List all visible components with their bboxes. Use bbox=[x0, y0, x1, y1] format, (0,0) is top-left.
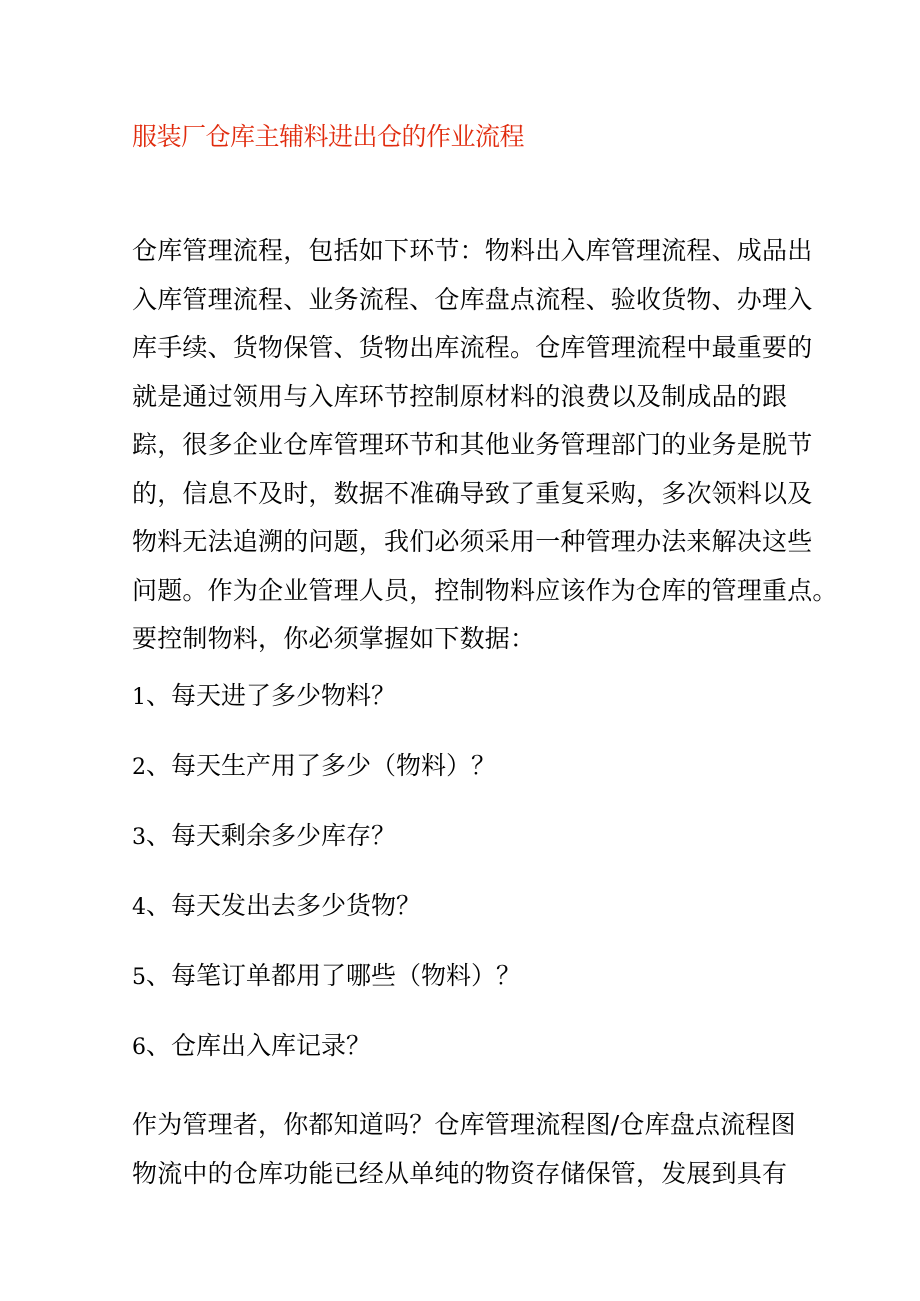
item-number: 2 bbox=[132, 755, 146, 780]
list-item bbox=[132, 1026, 804, 1096]
paragraph-line: 踪，很多企业仓库管理环节和其他业务管理部门的业务是脱节 bbox=[132, 430, 813, 459]
item-number: 6 bbox=[132, 1035, 146, 1060]
paragraph-line: 入库管理流程、业务流程、仓库盘点流程、验收货物、办理入 bbox=[132, 284, 813, 314]
item-text: 仓库出入库记录？ bbox=[171, 1031, 372, 1060]
paragraph-line: 作为管理者，你都知道吗？仓库管理流程图/仓库盘点流程图 bbox=[132, 1110, 796, 1139]
item-separator: 、 bbox=[146, 681, 172, 710]
item-number: 3 bbox=[132, 825, 146, 850]
item-text: 每笔订单都用了哪些（物料）？ bbox=[171, 961, 522, 990]
item-separator: 、 bbox=[146, 821, 172, 850]
item-text: 每天进了多少物料？ bbox=[171, 681, 397, 710]
list-item bbox=[132, 956, 804, 1026]
item-separator: 、 bbox=[146, 1031, 172, 1060]
item-number: 1 bbox=[132, 685, 146, 710]
paragraph-line: 就是通过领用与入库环节控制原材料的浪费以及制成品的跟 bbox=[132, 381, 788, 411]
list-item bbox=[132, 816, 804, 886]
document-title: 服装厂仓库主辅料进出仓的作业流程 bbox=[132, 122, 525, 151]
item-text: 每天发出去多少货物？ bbox=[171, 891, 422, 920]
question-list bbox=[132, 676, 804, 1096]
paragraph-line: 的，信息不及时，数据不准确导致了重复采购，多次领料以及 bbox=[132, 478, 813, 508]
outro-paragraph bbox=[132, 1101, 804, 1198]
item-separator: 、 bbox=[146, 891, 172, 920]
list-item bbox=[132, 886, 804, 956]
list-item bbox=[132, 746, 804, 816]
paragraph-line: 仓库管理流程，包括如下环节：物料出入库管理流程、成品出 bbox=[132, 236, 813, 265]
item-number: 4 bbox=[132, 895, 146, 920]
paragraph-line: 物料无法追溯的问题，我们必须采用一种管理办法来解决这些 bbox=[132, 527, 813, 556]
intro-paragraph bbox=[132, 227, 838, 664]
paragraph-line: 问题。作为企业管理人员，控制物料应该作为仓库的管理重点。 bbox=[132, 575, 838, 605]
item-text: 每天生产用了多少（物料）？ bbox=[171, 751, 497, 780]
paragraph-line: 物流中的仓库功能已经从单纯的物资存储保管，发展到具有 bbox=[132, 1158, 788, 1188]
item-text: 每天剩余多少库存？ bbox=[171, 821, 397, 850]
item-number: 5 bbox=[132, 965, 146, 990]
item-separator: 、 bbox=[146, 751, 172, 780]
paragraph-line: 要控制物料，你必须掌握如下数据： bbox=[132, 624, 536, 653]
list-item bbox=[132, 676, 804, 746]
item-separator: 、 bbox=[146, 961, 172, 990]
paragraph-line: 库手续、货物保管、货物出库流程。仓库管理流程中最重要的 bbox=[132, 333, 813, 362]
